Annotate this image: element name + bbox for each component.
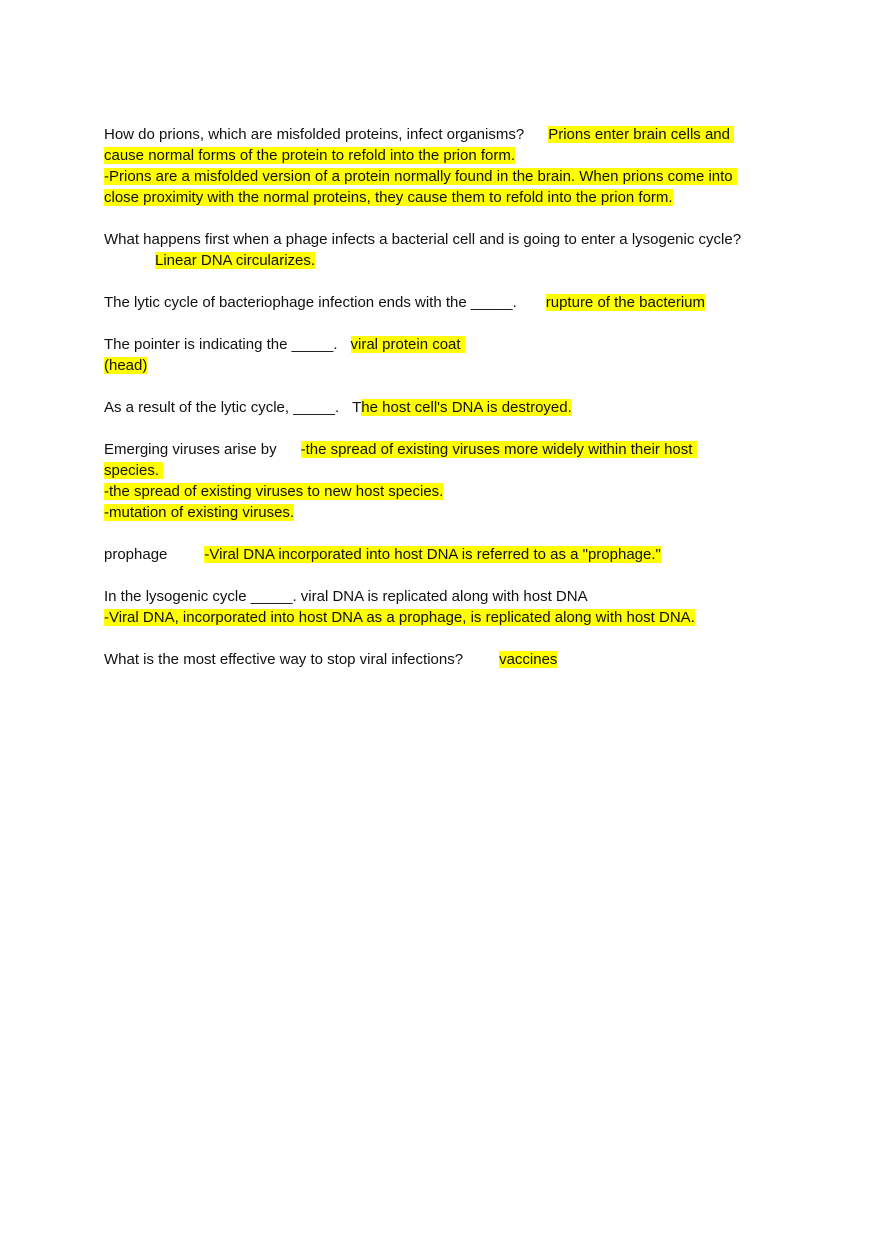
- question-text: The pointer is indicating the _____.: [104, 336, 338, 353]
- answer-highlight: -Viral DNA incorporated into host DNA is referred to as a "prophage.": [204, 546, 661, 563]
- qa-block-prions: [104, 124, 794, 145]
- qa-block-pointer: [104, 334, 794, 355]
- question-text: As a result of the lytic cycle, _____.: [104, 399, 340, 416]
- answer-highlight: -the spread of existing viruses more widely within their host: [300, 441, 697, 458]
- question-text: What happens first when a phage infects a bacterial cell and is going to enter a lysogenic cycle?: [104, 231, 742, 248]
- answer-highlight: rupture of the bacterium: [545, 294, 706, 311]
- answer-highlight: (head): [104, 357, 148, 374]
- question-text: prophage: [104, 546, 168, 563]
- qa-block-lytic-end: [104, 292, 794, 313]
- qa-block-stop-viral-infections: [104, 649, 794, 670]
- answer-highlight: species.: [104, 462, 164, 479]
- question-text: In the lysogenic cycle _____. viral DNA is replicated along with host DNA: [104, 588, 588, 605]
- answer-highlight: -the spread of existing viruses to new host species.: [104, 483, 444, 500]
- answer-highlight: vaccines: [499, 651, 558, 668]
- answer-highlight: he host cell's DNA is destroyed.: [361, 399, 572, 416]
- question-text: The lytic cycle of bacteriophage infection ends with the _____.: [104, 294, 517, 311]
- answer-highlight: viral protein coat: [350, 336, 465, 353]
- answer-highlight: Linear DNA circularizes.: [155, 252, 316, 269]
- question-text: Emerging viruses arise by: [104, 441, 277, 458]
- answer-highlight: close proximity with the normal proteins, they cause them to refold into the prion form.: [104, 189, 673, 206]
- qa-block-emerging-viruses: [104, 439, 794, 460]
- qa-block-lysogenic-first: [104, 229, 794, 250]
- answer-highlight: -Viral DNA, incorporated into host DNA as a prophage, is replicated along with host DNA.: [104, 609, 695, 626]
- question-text: How do prions, which are misfolded proteins, infect organisms?: [104, 126, 525, 143]
- qa-block-lytic-result: [104, 397, 794, 418]
- answer-text: T: [352, 399, 362, 416]
- answer-highlight: Prions enter brain cells and: [548, 126, 735, 143]
- answer-highlight: cause normal forms of the protein to refold into the prion form.: [104, 147, 516, 164]
- answer-highlight: -mutation of existing viruses.: [104, 504, 295, 521]
- document-body: [104, 124, 794, 670]
- qa-block-lysogenic-cycle: [104, 586, 794, 607]
- answer-highlight: -Prions are a misfolded version of a protein normally found in the brain. When prions come into: [104, 168, 737, 185]
- qa-block-prophage: [104, 544, 794, 565]
- question-text: What is the most effective way to stop viral infections?: [104, 651, 464, 668]
